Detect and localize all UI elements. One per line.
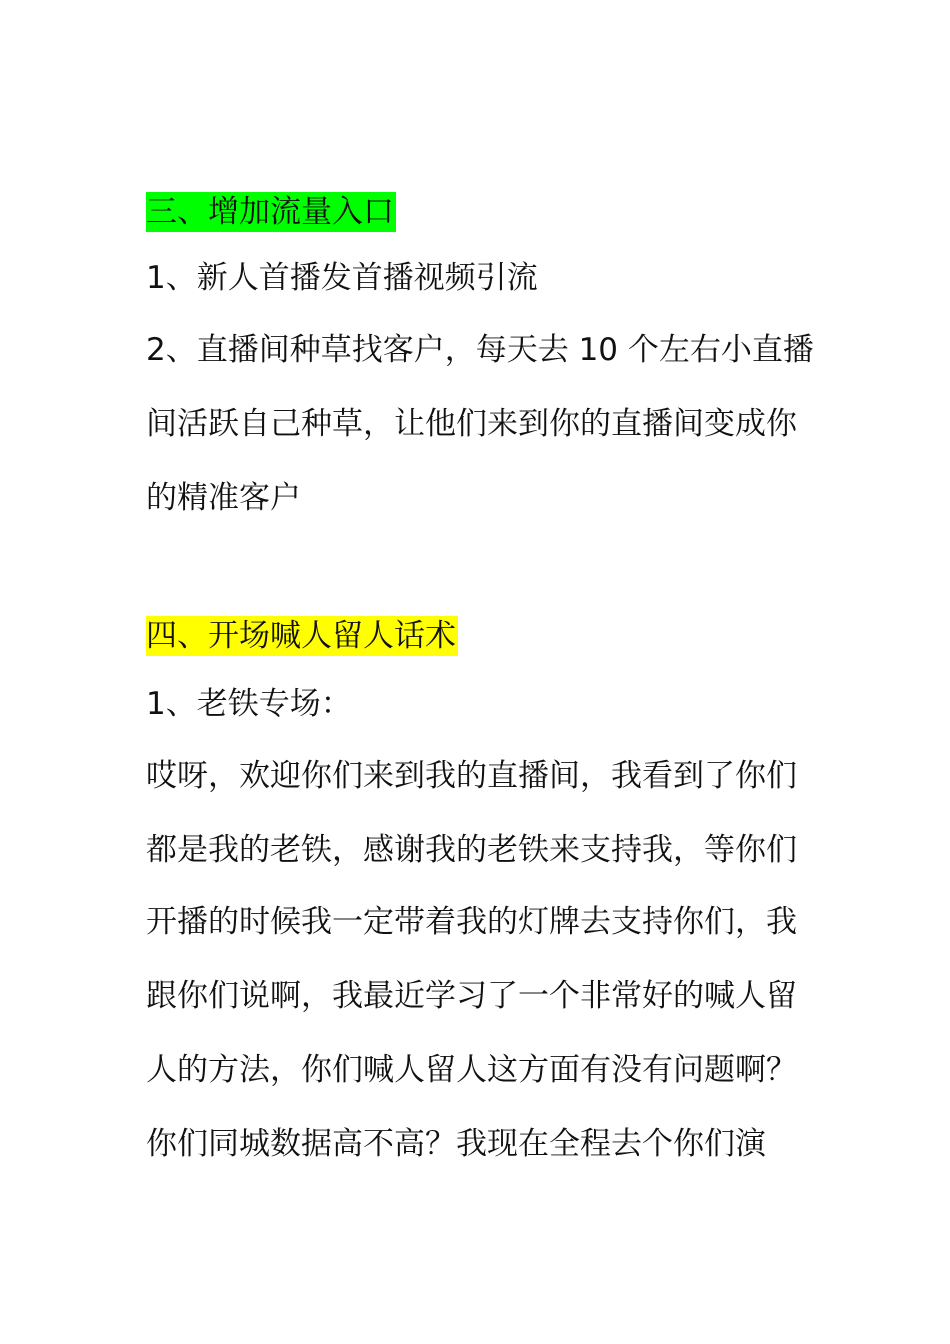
paragraph-line: 人的方法，你们喊人留人这方面有没有问题啊？ [146, 1052, 797, 1088]
paragraph-line: 哎呀，欢迎你们来到我的直播间，我看到了你们 [146, 758, 797, 794]
paragraph-line: 你们同城数据高不高？我现在全程去个你们演 [146, 1126, 766, 1162]
paragraph-line: 2、直播间种草找客户，每天去 10 个左右小直播 [146, 332, 814, 368]
paragraph-line: 1、新人首播发首播视频引流 [146, 260, 538, 296]
paragraph-line: 跟你们说啊，我最近学习了一个非常好的喊人留 [146, 978, 797, 1014]
section-heading-opening-script [146, 616, 816, 656]
paragraph-line: 的精准客户 [146, 480, 301, 516]
heading-highlight: 四、开场喊人留人话术 [146, 618, 456, 654]
paragraph-line: 都是我的老铁，感谢我的老铁来支持我，等你们 [146, 832, 797, 868]
section-heading-traffic [146, 192, 816, 232]
paragraph-line: 开播的时候我一定带着我的灯牌去支持你们，我 [146, 904, 797, 940]
paragraph-line: 间活跃自己种草，让他们来到你的直播间变成你 [146, 406, 797, 442]
heading-highlight: 三、增加流量入口 [146, 194, 394, 230]
paragraph-line: 1、老铁专场： [146, 686, 352, 722]
